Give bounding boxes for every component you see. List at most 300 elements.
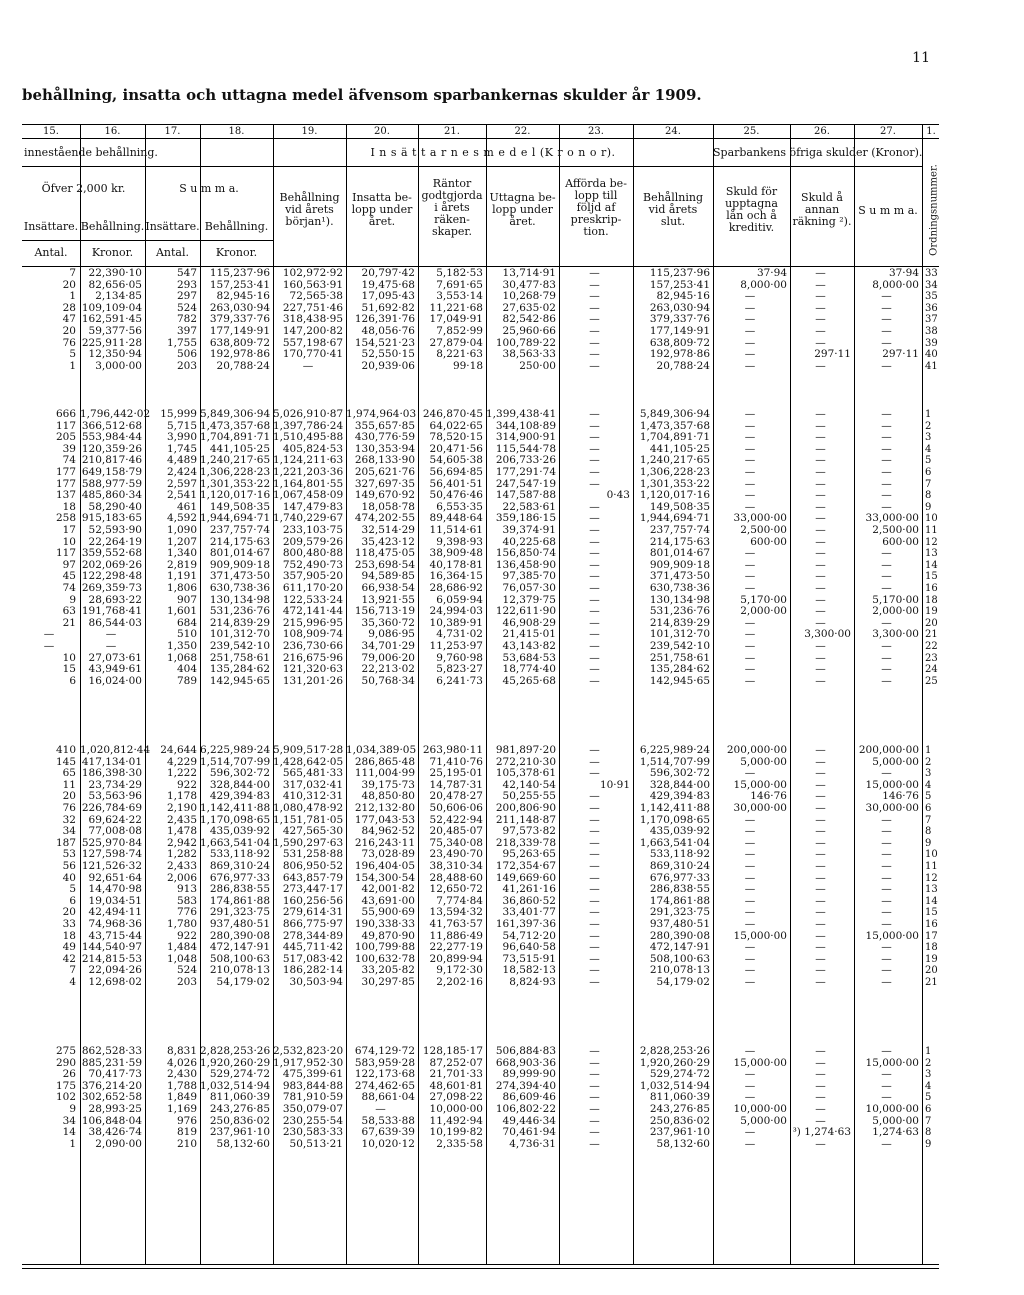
table-cell: 101,312·70 <box>209 628 270 641</box>
table-cell: 22,213·02 <box>361 663 415 676</box>
table-cell: 52,593·90 <box>88 524 142 536</box>
header-c23-line: lopp till <box>574 189 618 202</box>
table-cell: 37 <box>925 314 938 326</box>
table-cell: 1,142,411·88 <box>639 802 710 814</box>
table-cell: 557,198·67 <box>282 336 343 349</box>
table-cell: 4 <box>925 779 932 791</box>
table-cell: 76 <box>62 336 76 349</box>
table-cell: 10 <box>62 651 76 664</box>
table-cell: 9,760·98 <box>436 651 483 664</box>
table-cell: 58,533·88 <box>361 1114 415 1127</box>
table-cell: 263,980·11 <box>422 744 483 756</box>
table-cell: 676,977·33 <box>209 871 270 884</box>
header-c25-line: lån och å <box>726 209 777 222</box>
table-cell: 2,000·00 <box>872 605 919 618</box>
table-cell: 160,256·56 <box>282 894 343 907</box>
table-cell: 1,920,260·29 <box>200 1056 271 1069</box>
table-cell: — <box>744 628 756 641</box>
table-cell: 243,276·85 <box>649 1103 710 1115</box>
table-cell: — <box>744 336 756 349</box>
table-cell: 30,297·85 <box>361 976 415 988</box>
table-cell: 6 <box>925 1104 932 1115</box>
table-cell: — <box>815 674 826 687</box>
table-cell: 915,183·65 <box>81 512 142 525</box>
table-cell: 1,849 <box>166 1091 197 1104</box>
table-cell: 24,644 <box>160 744 197 756</box>
table-cell: 611,170·20 <box>282 582 343 594</box>
table-cell: 4,229 <box>166 755 197 768</box>
table-cell: 79,006·20 <box>361 651 415 664</box>
table-cell: 1,601 <box>166 605 197 618</box>
table-cell: 11,514·61 <box>429 524 483 536</box>
table-cell: 156,850·74 <box>495 547 556 560</box>
table-cell: 115,237·96 <box>209 267 270 279</box>
table-cell: 862,528·33 <box>81 1045 142 1057</box>
table-cell: — <box>744 848 756 861</box>
table-cell: 20 <box>925 965 938 977</box>
table-cell: 638,809·72 <box>209 336 270 349</box>
table-cell: 76 <box>62 802 76 814</box>
table-cell: — <box>589 408 600 420</box>
table-cell: 239,542·10 <box>649 640 710 652</box>
table-cell: 649,158·79 <box>81 466 142 478</box>
table-cell: 4,489 <box>166 454 197 467</box>
table-cell: 100,632·78 <box>354 952 415 965</box>
table-cell: — <box>881 419 892 432</box>
table-cell: 2,424 <box>166 466 197 478</box>
table-cell: 23,734·29 <box>88 778 142 791</box>
table-cell: 126,391·76 <box>354 313 415 326</box>
table-cell: 161,397·36 <box>495 918 556 930</box>
table-cell: 54,179·02 <box>216 976 270 988</box>
table-cell: — <box>744 489 756 502</box>
table-cell: 1,164,801·55 <box>273 477 344 490</box>
table-cell: — <box>881 848 892 861</box>
table-cell: — <box>744 941 756 954</box>
table-cell: — <box>881 894 892 907</box>
table-cell: 50,476·46 <box>429 489 483 502</box>
table-cell: — <box>881 290 892 303</box>
table-cell: — <box>815 616 826 629</box>
table-cell: 1,514,707·99 <box>200 755 271 768</box>
table-cell: 638,809·72 <box>649 336 710 349</box>
table-cell: 5,000·00 <box>872 1114 919 1127</box>
table-cell: 674,129·72 <box>354 1045 415 1057</box>
table-cell: — <box>881 976 892 988</box>
table-cell: — <box>744 301 756 314</box>
table-cell: 22,390·10 <box>88 267 142 279</box>
table-cell: 485,860·34 <box>81 489 142 502</box>
table-cell: 117 <box>55 547 76 560</box>
table-cell: 203 <box>176 976 197 988</box>
table-cell: 170,770·41 <box>282 348 343 361</box>
table-cell: — <box>815 906 826 919</box>
table-cell: 909,909·18 <box>209 558 270 571</box>
header-c23-line: preskrip- <box>570 213 622 226</box>
table-cell: 15,000·00 <box>733 778 787 791</box>
table-cell: 531,258·88 <box>282 848 343 861</box>
table-cell: 128,185·17 <box>422 1045 483 1057</box>
table-cell: — <box>815 767 826 780</box>
table-cell: — <box>881 964 892 977</box>
table-cell: 23 <box>925 652 938 664</box>
table-cell: 16,364·15 <box>429 570 483 583</box>
table-cell: — <box>589 1045 600 1057</box>
summa-header-left: S u m m a. <box>179 182 239 195</box>
table-cell: 461 <box>176 500 197 513</box>
table-cell: 191,768·41 <box>81 605 142 618</box>
table-cell: 15,000·00 <box>865 929 919 942</box>
table-cell: 9,172·30 <box>436 964 483 977</box>
table-cell: 64,022·65 <box>429 419 483 432</box>
table-cell: 1,151,781·05 <box>273 813 344 826</box>
table-cell: 1,428,642·05 <box>273 755 344 768</box>
table-cell: — <box>589 348 600 361</box>
table-cell: 73,028·89 <box>361 848 415 861</box>
table-cell: — <box>815 500 826 513</box>
table-cell: 237,961·10 <box>209 1126 270 1139</box>
table-cell: 6 <box>69 674 76 687</box>
table-cell: 39,374·91 <box>502 524 556 536</box>
table-cell: 885,231·59 <box>81 1056 142 1069</box>
table-cell: 12 <box>925 872 938 884</box>
table-cell: — <box>744 813 756 826</box>
table-cell: — <box>881 582 892 594</box>
table-cell: — <box>815 512 826 525</box>
table-cell: 121,526·32 <box>81 860 142 872</box>
table-cell: — <box>744 348 756 361</box>
table-cell: — <box>815 651 826 664</box>
table-cell: 5,000·00 <box>740 755 787 768</box>
table-cell: — <box>815 593 826 606</box>
table-cell: 1,034,389·05 <box>346 744 417 756</box>
table-cell: 97,385·70 <box>502 570 556 583</box>
table-cell: 49,446·34 <box>502 1114 556 1127</box>
table-cell: 1 <box>925 745 932 756</box>
table-cell: — <box>744 871 756 884</box>
table-cell: 3,553·14 <box>436 290 483 303</box>
table-cell: — <box>815 582 826 594</box>
table-cell: 1,473,357·68 <box>200 419 271 432</box>
table-cell: 1,399,438·41 <box>486 408 557 420</box>
header-c21-line: i årets <box>434 201 470 214</box>
col-rule <box>922 124 923 1265</box>
table-cell: 5 <box>925 791 932 803</box>
table-cell: 28,488·60 <box>429 871 483 884</box>
table-cell: — <box>744 290 756 303</box>
table-cell: 20 <box>925 617 938 629</box>
table-cell: — <box>589 1114 600 1127</box>
table-cell: — <box>881 359 892 372</box>
table-cell: 9 <box>925 1138 932 1150</box>
table-cell: — <box>744 663 756 676</box>
table-cell: 33 <box>62 918 76 930</box>
table-cell: 38,310·34 <box>429 860 483 872</box>
table-cell: 17 <box>925 930 938 942</box>
table-cell: 149,670·92 <box>354 489 415 502</box>
table-cell: 1,806 <box>166 582 197 594</box>
table-cell: — <box>815 1091 826 1104</box>
table-cell: 913 <box>176 883 197 896</box>
table-cell: 15,000·00 <box>865 778 919 791</box>
table-cell: 328,844·00 <box>649 778 710 791</box>
table-cell: 147,200·82 <box>282 325 343 337</box>
table-cell: 19,475·68 <box>361 278 415 291</box>
table-cell: 7,691·65 <box>436 278 483 291</box>
table-cell: 14 <box>925 895 938 907</box>
table-cell: 1,178 <box>166 790 197 803</box>
table-cell: 99·18 <box>452 359 483 372</box>
table-cell: 9 <box>69 593 76 606</box>
table-cell: 4 <box>925 443 932 455</box>
table-cell: 5,170·00 <box>740 593 787 606</box>
table-cell: 20,471·56 <box>429 442 483 455</box>
table-cell: — <box>815 755 826 768</box>
table-cell: — <box>815 535 826 548</box>
table-cell: 1,796,442·02 <box>80 408 151 420</box>
table-cell: 2,435 <box>166 813 197 826</box>
table-cell: 268,133·90 <box>354 454 415 467</box>
table-cell: 251,758·61 <box>649 651 710 664</box>
table-cell: — <box>881 836 892 849</box>
table-cell: 15 <box>62 663 76 676</box>
table-cell: 32 <box>62 813 76 826</box>
table-cell: 506,884·83 <box>495 1045 556 1057</box>
table-cell: — <box>589 813 600 826</box>
table-cell: 1,704,891·71 <box>639 431 710 444</box>
table-cell: 1,745 <box>166 442 197 455</box>
table-cell: 144,540·97 <box>81 941 142 954</box>
table-cell: — <box>881 906 892 919</box>
table-cell: 190,338·33 <box>354 918 415 930</box>
table-cell: 35,423·12 <box>361 535 415 548</box>
table-cell: — <box>815 336 826 349</box>
table-cell: 49 <box>62 941 76 954</box>
table-cell: — <box>589 313 600 326</box>
table-cell: 1,068 <box>166 651 197 664</box>
table-cell: 806,950·52 <box>282 860 343 872</box>
table-cell: 1 <box>925 1046 932 1057</box>
header-c22 <box>486 192 559 228</box>
table-cell: 1,755 <box>166 336 197 349</box>
table-cell: 118,475·05 <box>354 547 415 560</box>
table-cell: 218,339·78 <box>495 836 556 849</box>
table-cell: — <box>589 790 600 803</box>
table-cell: 1,090 <box>166 524 197 536</box>
table-cell: 250,836·02 <box>209 1114 270 1127</box>
table-cell: 192,978·86 <box>649 348 710 361</box>
table-cell: 46,908·29 <box>502 616 556 629</box>
table-cell: — <box>589 547 600 560</box>
header-c19-line: början¹). <box>285 215 334 228</box>
table-cell: 2,190 <box>166 802 197 814</box>
table-cell: 274,394·40 <box>495 1079 556 1092</box>
table-cell: 156,713·19 <box>354 605 415 618</box>
header-c19-line: vid årets <box>285 203 334 216</box>
table-cell: — <box>589 871 600 884</box>
table-cell: 263,030·94 <box>209 301 270 314</box>
table-cell: 142,945·65 <box>209 674 270 687</box>
table-cell: 28 <box>62 301 76 314</box>
table-cell: 1,350 <box>166 640 197 652</box>
table-cell: 318,438·95 <box>282 313 343 326</box>
table-cell: — <box>589 1091 600 1104</box>
table-cell: 278,344·89 <box>282 929 343 942</box>
table-cell: 10,389·91 <box>429 616 483 629</box>
table-cell: 1,032,514·94 <box>639 1079 710 1092</box>
table-cell: 4,592 <box>166 512 197 525</box>
table-cell: 250,836·02 <box>649 1114 710 1127</box>
table-cell: — <box>589 431 600 444</box>
table-cell: 250·00 <box>519 359 556 372</box>
table-cell: 1,240,217·65 <box>639 454 710 467</box>
table-cell: — <box>881 825 892 838</box>
table-cell: — <box>881 941 892 954</box>
table-cell: 506 <box>176 348 197 361</box>
table-cell: 27,098·22 <box>429 1091 483 1104</box>
table-cell: 643,857·79 <box>282 871 343 884</box>
table-cell: — <box>589 663 600 676</box>
table-cell: 668,903·36 <box>495 1056 556 1069</box>
table-cell: — <box>815 1068 826 1081</box>
table-cell: 42,001·82 <box>361 883 415 896</box>
table-cell: 177 <box>55 466 76 478</box>
table-cell: — <box>744 325 756 337</box>
antal-header-2: Antal. <box>155 246 190 259</box>
table-cell: 146·76 <box>750 790 787 803</box>
table-cell: 214,839·29 <box>209 616 270 629</box>
table-cell: 1,397,786·24 <box>273 419 344 432</box>
table-cell: 531,236·76 <box>209 605 270 618</box>
table-cell: 214,175·63 <box>209 535 270 548</box>
table-cell: 211,148·87 <box>495 813 556 826</box>
table-cell: 1,974,964·03 <box>346 408 417 420</box>
table-cell: — <box>815 952 826 965</box>
table-cell: 472,147·91 <box>209 941 270 954</box>
table-cell: 8 <box>925 490 932 502</box>
table-cell: — <box>815 1114 826 1127</box>
table-cell: 937,480·51 <box>649 918 710 930</box>
table-cell: 5,026,910·87 <box>273 408 344 420</box>
table-cell: 87,252·07 <box>429 1056 483 1069</box>
table-cell: — <box>744 1068 756 1081</box>
table-cell: 122,298·48 <box>81 570 142 583</box>
table-cell: — <box>589 582 600 594</box>
table-cell: 30,000·00 <box>733 802 787 814</box>
table-cell: 54,712·20 <box>502 929 556 942</box>
table-cell: — <box>589 952 600 965</box>
table-cell: — <box>589 1068 600 1081</box>
table-cell: — <box>881 860 892 872</box>
table-cell: 279,614·31 <box>282 906 343 919</box>
table-cell: 18,774·40 <box>502 663 556 676</box>
table-cell: — <box>589 883 600 896</box>
table-cell: 22 <box>925 641 938 652</box>
table-cell: — <box>881 674 892 687</box>
table-cell: — <box>815 1045 826 1057</box>
table-cell: 66,938·54 <box>361 582 415 594</box>
table-cell: 20,788·24 <box>656 359 710 372</box>
table-cell: 203 <box>176 359 197 372</box>
header-c24-line: Behållning <box>642 191 703 204</box>
table-cell: 5 <box>925 455 932 467</box>
table-cell: 243,276·85 <box>209 1103 270 1115</box>
table-cell: 130,134·98 <box>209 593 270 606</box>
table-cell: 357,905·20 <box>282 570 343 583</box>
table-cell: 16 <box>925 583 938 594</box>
table-cell: 226,784·69 <box>81 802 142 814</box>
column-number: 27. <box>880 126 896 137</box>
table-cell: 811,060·39 <box>649 1091 710 1104</box>
table-cell: — <box>744 558 756 571</box>
table-cell: 983,844·88 <box>282 1079 343 1092</box>
table-cell: 533,118·92 <box>649 848 710 861</box>
table-cell: 86,544·03 <box>88 616 142 629</box>
table-cell: 776 <box>176 906 197 919</box>
table-cell: 39 <box>62 442 76 455</box>
table-cell: 230,255·54 <box>282 1114 343 1127</box>
table-cell: 177 <box>55 477 76 490</box>
table-cell: 286,838·55 <box>649 883 710 896</box>
table-cell: 19 <box>925 953 938 965</box>
table-cell: 48,056·76 <box>361 325 415 337</box>
table-cell: 8,221·63 <box>436 348 483 361</box>
table-cell: 410,312·31 <box>282 790 343 803</box>
header-c20-line: året. <box>368 215 396 228</box>
table-cell: 5,849,306·94 <box>639 408 710 420</box>
header-c23 <box>559 178 633 238</box>
table-cell: 160,563·91 <box>282 278 343 291</box>
table-cell: 9 <box>925 837 932 849</box>
table-cell: 7 <box>69 267 76 279</box>
table-cell: 583,959·28 <box>354 1056 415 1069</box>
table-cell: 162,591·45 <box>81 313 142 326</box>
table-cell: 20,478·27 <box>429 790 483 803</box>
table-cell: 869,310·24 <box>209 860 270 872</box>
table-cell: 39,175·73 <box>361 778 415 791</box>
table-cell: 4,026 <box>166 1056 197 1069</box>
table-cell: 214,175·63 <box>649 535 710 548</box>
table-cell: 517,083·42 <box>282 952 343 965</box>
table-cell: 371,473·50 <box>649 570 710 583</box>
table-cell: 293 <box>176 278 197 291</box>
table-cell: 4,736·31 <box>509 1137 556 1150</box>
table-cell: 73,515·91 <box>502 952 556 965</box>
column-number: 18. <box>228 126 245 137</box>
table-cell: 122,611·90 <box>495 605 556 618</box>
table-cell: 1,142,411·88 <box>200 802 271 814</box>
table-cell: 20,939·06 <box>361 359 415 372</box>
table-cell: 5,000·00 <box>872 755 919 768</box>
insattare-header-1: Insättare. <box>23 220 79 233</box>
table-cell: 177,291·74 <box>495 466 556 478</box>
table-cell: 40 <box>62 871 76 884</box>
table-cell: 1,740,229·67 <box>273 512 344 525</box>
table-cell: 445,711·42 <box>282 941 343 954</box>
table-cell: 13,714·91 <box>502 267 556 279</box>
table-cell: 105,378·61 <box>495 767 556 780</box>
table-cell: 42,494·11 <box>88 906 142 919</box>
table-cell: — <box>815 860 826 872</box>
table-cell: 359,186·15 <box>495 512 556 525</box>
table-cell: 20,485·07 <box>429 825 483 838</box>
table-cell: — <box>815 454 826 467</box>
table-cell: 70,417·73 <box>88 1068 142 1081</box>
table-cell: — <box>744 894 756 907</box>
header-c26-line: Skuld å <box>801 191 843 204</box>
table-cell: — <box>881 1137 892 1150</box>
table-cell: — <box>881 918 892 930</box>
